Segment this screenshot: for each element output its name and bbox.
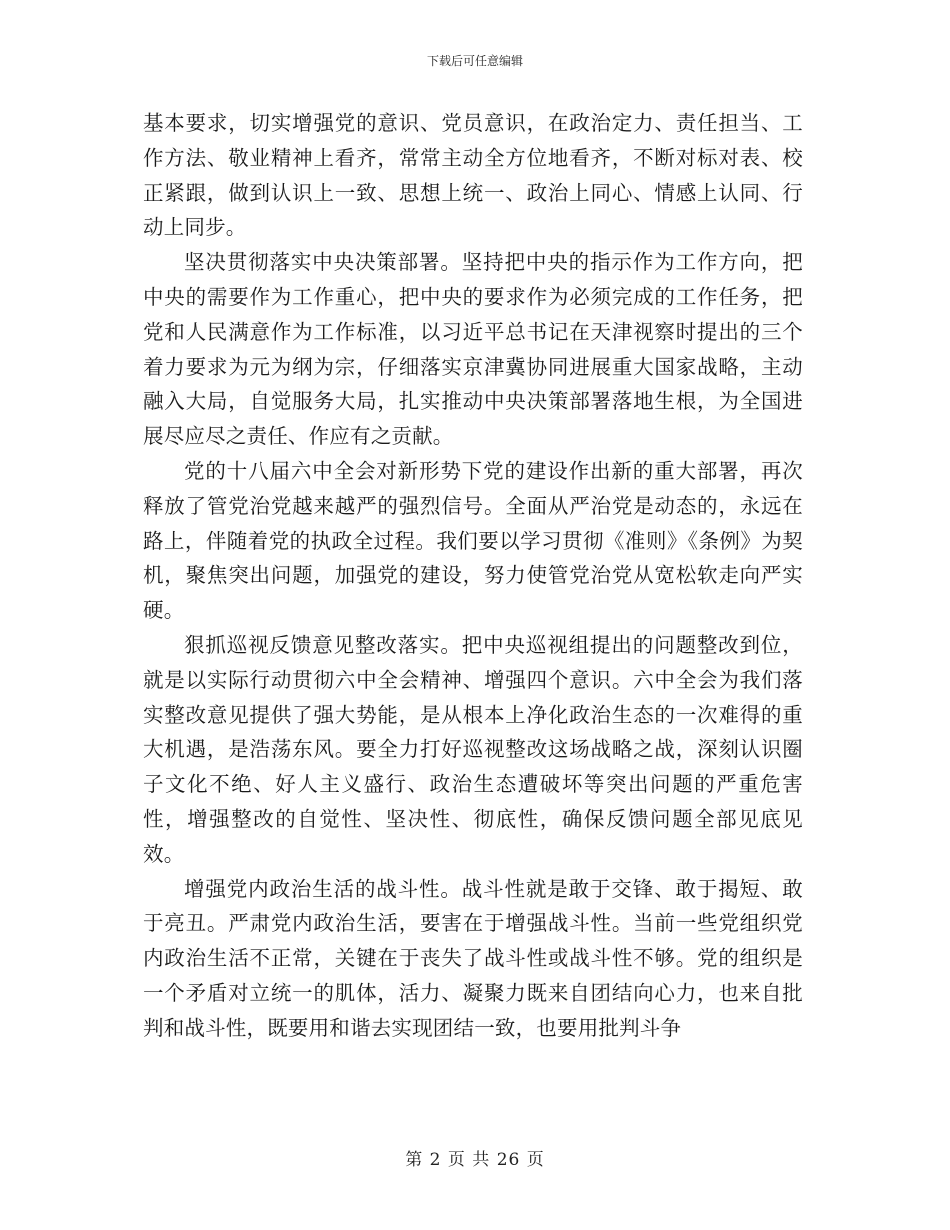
total-pages-number: 26 xyxy=(496,1150,521,1170)
page-number-footer xyxy=(0,1150,950,1170)
paragraph-3: 党的十八届六中全会对新形势下党的建设作出新的重大部署，再次释放了管党治党越来越严的强烈信号。全面从严治党是动态的，永远在路上，伴随着党的执政全过程。我们要以学习贯彻《准则》《条例》为契机，聚焦突出问题，加强党的建设，努力使管党治党从宽松软走向严实硬。 xyxy=(143,458,803,623)
paragraph-4: 狠抓巡视反馈意见整改落实。把中央巡视组提出的问题整改到位，就是以实际行动贯彻六中全会精神、增强四个意识。六中全会为我们落实整改意见提供了强大势能，是从根本上净化政治生态的一次难得的重大机遇，是浩荡东风。要全力打好巡视整改这场战略之战，深刻认识圈子文化不绝、好人主义盛行、政治生态遭破坏等突出问题的严重危害性，增强整改的自觉性、坚决性、彻底性，确保反馈问题全部见底见效。 xyxy=(143,632,803,866)
paragraph-2: 坚决贯彻落实中央决策部署。坚持把中央的指示作为工作方向，把中央的需要作为工作重心，把中央的要求作为必须完成的工作任务，把党和人民满意作为工作标准，以习近平总书记在天津视察时提出的三个着力要求为元为纲为宗，仔细落实京津冀协同进展重大国家战略，主动融入大局，自觉服务大局，扎实推动中央决策部署落地生根，为全国进展尽应尽之责任、作应有之贡献。 xyxy=(143,250,803,449)
page-label-middle: 页 共 xyxy=(447,1150,491,1170)
paragraph-1: 基本要求，切实增强党的意识、党员意识，在政治定力、责任担当、工作方法、敬业精神上看齐，常常主动全方位地看齐，不断对标对表、校正紧跟，做到认识上一致、思想上统一、政治上同心、情感上认同、行动上同步。 xyxy=(143,111,803,240)
current-page-number: 2 xyxy=(429,1150,442,1170)
page-header: 下载后可任意编辑 xyxy=(426,54,523,68)
page-label-suffix: 页 xyxy=(526,1150,545,1170)
page-label-prefix: 第 xyxy=(405,1150,424,1170)
paragraph-5: 增强党内政治生活的战斗性。战斗性就是敢于交锋、敢于揭短、敢于亮丑。严肃党内政治生活，要害在于增强战斗性。当前一些党组织党内政治生活不正常，关键在于丧失了战斗性或战斗性不够。党的组织是一个矛盾对立统一的肌体，活力、凝聚力既来自团结向心力，也来自批判和战斗性，既要用和谐去实现团结一致，也要用批判斗争 xyxy=(143,876,803,1040)
document-body xyxy=(143,106,803,1046)
